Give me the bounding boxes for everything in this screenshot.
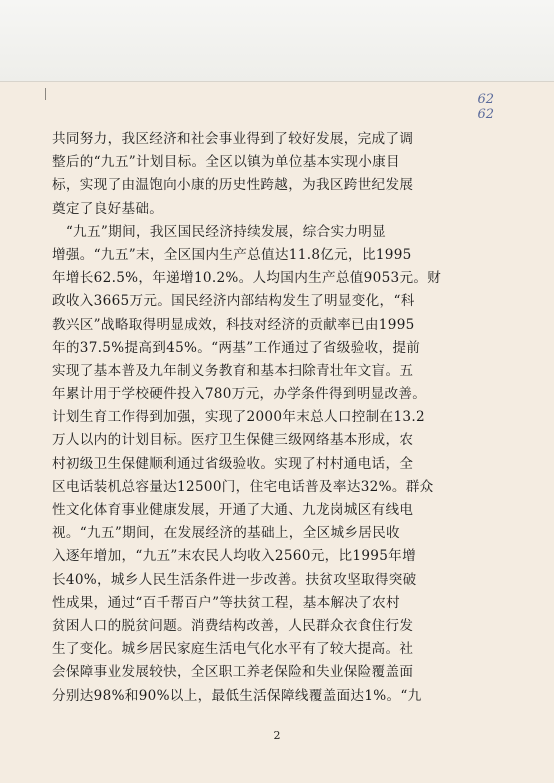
text-line-25: 分别达98%和90%以上，最低生活保障线覆盖面达1%。“九 (52, 687, 422, 704)
annotation-line-1: 62 (477, 92, 494, 107)
text-line-22: 贫困人口的脱贫问题。消费结构改善，人民群众衣食住行发 (52, 617, 414, 634)
text-line-4: 奠定了良好基础。 (52, 200, 164, 217)
text-line-5: “九五”期间，我区国民经济持续发展，综合实力明显 (52, 223, 387, 240)
text-line-15: 村初级卫生保健顺利通过省级验收。实现了村村通电话，全 (52, 455, 414, 472)
text-line-2: 整后的“九五”计划目标。全区以镇为单位基本实现小康目 (52, 154, 400, 171)
text-line-3: 标，实现了由温饱向小康的历史性跨越，为我区跨世纪发展 (52, 177, 414, 194)
text-line-12: 年累计用于学校硬件投入780万元，办学条件得到明显改善。 (52, 386, 427, 403)
text-line-24: 会保障事业发展较快，全区职工养老保险和失业保险覆盖面 (52, 664, 414, 681)
text-line-20: 长40%，城乡人民生活条件进一步改善。扶贫攻坚取得突破 (52, 571, 417, 588)
text-line-17: 性文化体育事业健康发展，开通了大通、九龙岗城区有线电 (52, 502, 414, 518)
text-line-11: 实现了基本普及九年制义务教育和基本扫除青壮年文盲。五 (52, 362, 414, 379)
text-line-19: 入逐年增加，“九五”末农民人均收入2560元，比1995年增 (52, 548, 416, 565)
text-line-13: 计划生育工作得到加强，实现了2000年末总人口控制在13.2 (52, 409, 425, 426)
text-line-9: 教兴区”战略取得明显成效，科技对经济的贡献率已由1995 (52, 316, 415, 333)
page-mark (45, 88, 46, 100)
scanner-background (0, 0, 554, 82)
text-line-1: 共同努力，我区经济和社会事业得到了较好发展，完成了调 (52, 131, 414, 147)
page-number: 2 (273, 729, 281, 742)
text-line-14: 万人以内的计划目标。医疗卫生保健三级网络基本形成，农 (52, 432, 414, 449)
text-line-16: 区电话装机总容量达12500门，住宅电话普及率达32%。群众 (52, 478, 434, 495)
text-line-21: 性成果，通过“百千帮百户”等扶贫工程，基本解决了农村 (52, 594, 400, 611)
annotation-line-2: 62 (477, 107, 494, 122)
text-line-18: 视。“九五”期间，在发展经济的基础上，全区城乡居民收 (52, 525, 400, 542)
handwritten-page-annotation (477, 92, 494, 122)
text-line-6: 增强。“九五”末，全区国内生产总值达11.8亿元，比1995 (52, 246, 412, 263)
text-line-10: 年的37.5%提高到45%。“两基”工作通过了省级验收，提前 (52, 339, 421, 356)
body-text (52, 128, 504, 708)
text-line-23: 生了变化。城乡居民家庭生活电气化水平有了较大提高。社 (52, 641, 414, 658)
text-line-8: 政收入3665万元。国民经济内部结构发生了明显变化，“科 (52, 293, 415, 310)
text-line-7: 年增长62.5%，年递增10.2%。人均国内生产总值9053元。财 (52, 270, 442, 287)
